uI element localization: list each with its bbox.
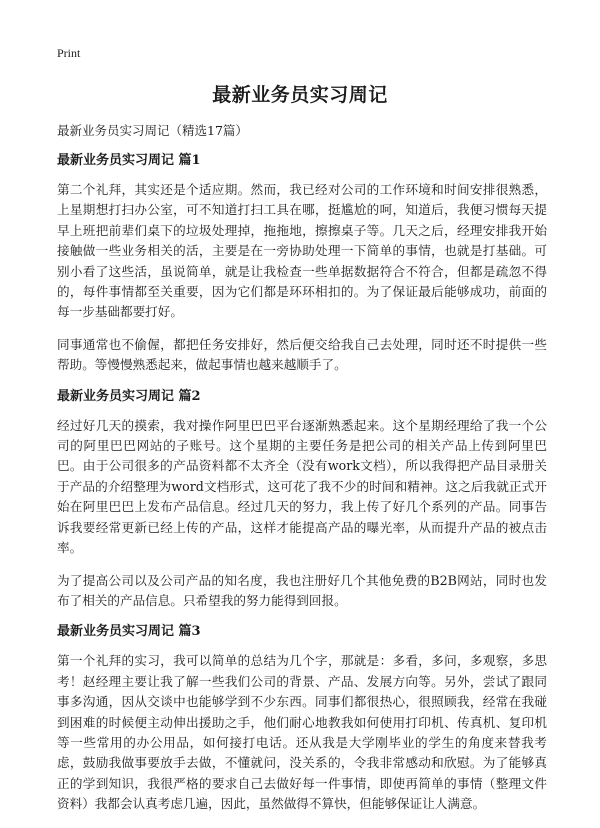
document-subtitle: 最新业务员实习周记（精选17篇）: [57, 123, 248, 138]
page-title: 最新业务员实习周记: [212, 84, 388, 106]
print-link[interactable]: Print: [57, 46, 81, 60]
document-body: [57, 122, 547, 827]
paragraph: 第一个礼拜的实习，我可以简单的总结为几个字，那就是：多看，多问，多观察，多思考！赵经理主要让我了解一些我们公司的背景、产品、发展方向等。另外，尝试了跟同事多沟通，因从交谈中也能够学到不少东西。同事们都很热心，很照顾我，经常在我碰到困难的时候便主动伸出援助之手，他们耐心地教我如何使用打印机、传真机、复印机等一些常用的办公用品，如何接打电话。还从我是大学刚毕业的学生的角度来替我考虑，鼓励我做事要放手去做，不懂就问，没关系的，令我非常感动和欣慰。为了能够真正的学到知识，我很严格的要求自己去做好每一件事情，即使再简单的事情（整理文件资料）我都会认真考虑几遍，因此，虽然做得不算快，但能够保证让人满意。: [57, 653, 547, 812]
section-heading: 最新业务员实习周记 篇3: [57, 624, 201, 640]
section-3: [57, 623, 547, 814]
paragraph: 同事通常也不偷偓，都把任务安排好，然后便交给我自己去处理，同时还不时提供一些帮助。等慢慢熟悉起来，做起事情也越来越顺手了。: [57, 336, 547, 373]
section-1: [57, 152, 547, 376]
paragraph: 为了提高公司以及公司产品的知名度，我也注册好几个其他免费的B2B网站，同时也发布了相关的产品信息。只希望我的努力能得到回报。: [57, 572, 547, 608]
paragraph: 第二个礼拜，其实还是个适应期。然而，我已经对公司的工作环境和时间安排很熟悉，上星期想打扫办公室，可不知道打扫工具在哪，挺尴尬的呵，知道后，我便习惯每天提早上班把前辈们桌下的垃圾处理掉，拖拖地，擦擦桌子等。几天之后，经理安排我开始接触做一些业务相关的活，主要是在一旁协助处理一下简单的事情，也就是打基础。可别小看了这些活，虽说简单，就是让我检查一些单据数据符合不符合，但都是疏忽不得的，每件事情都至关重要，因为它们都是环环相扣的。为了保证最后能够成功，前面的每一步基础都要打好。: [57, 182, 547, 320]
paragraph: 经过好几天的摸索，我对操作阿里巴巴平台逐渐熟悉起来。这个星期经理给了我一个公司的阿里巴巴网站的子账号。这个星期的主要任务是把公司的相关产品上传到阿里巴巴。由于公司很多的产品资料都不太齐全（没有work文档），所以我得把产品目录册关于产品的介绍整理为word文档形式，这可花了我不少的时间和精神。这之后我就正式开始在阿里巴巴上发布产品信息。经过几天的努力，我上传了好几个系列的产品。同事告诉我要经常更新已经上传的产品，这样才能提高产品的曝光率，从而提升产品的被点击率。: [57, 417, 547, 556]
section-heading: 最新业务员实习周记 篇2: [57, 388, 201, 404]
section-heading: 最新业务员实习周记 篇1: [57, 153, 201, 168]
section-2: [57, 388, 547, 612]
